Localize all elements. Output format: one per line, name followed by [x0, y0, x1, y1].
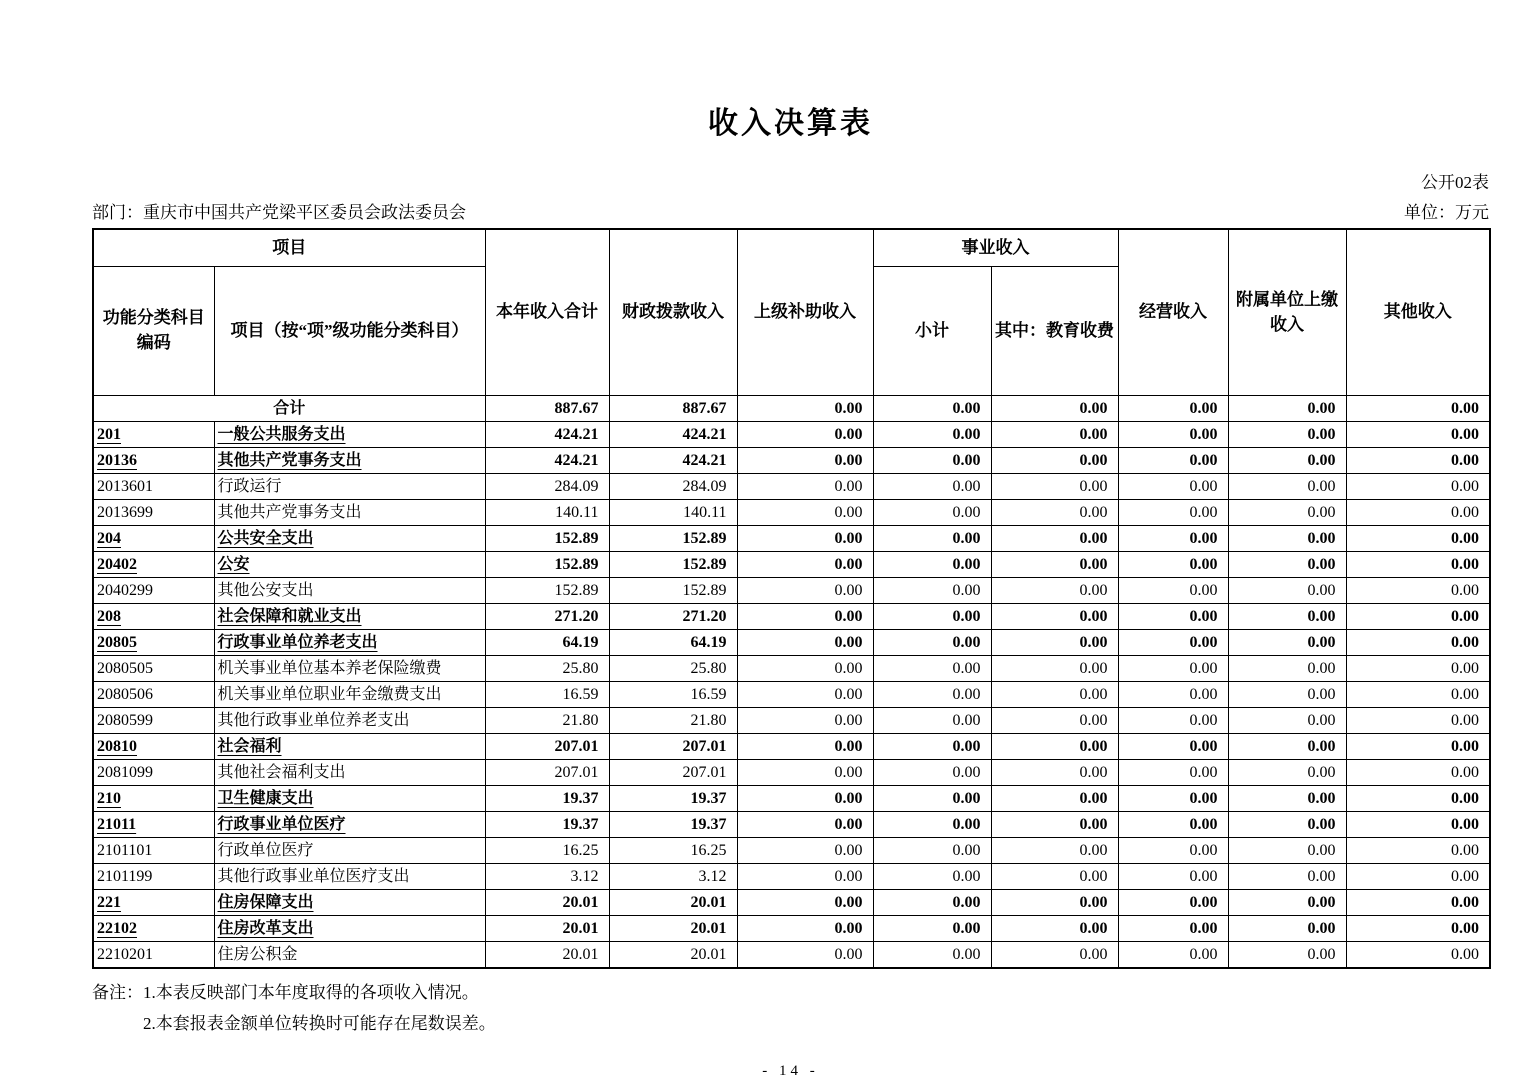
header-other-income: 其他收入: [1346, 229, 1490, 396]
cell-item-name: 行政单位医疗: [214, 838, 485, 864]
table-row: [93, 864, 1490, 890]
cell-value: 20.01: [485, 890, 609, 916]
cell-value: 0.00: [873, 890, 991, 916]
cell-value: 0.00: [737, 526, 873, 552]
header-item: 项目（按“项”级功能分类科目）: [214, 267, 485, 396]
cell-value: 0.00: [873, 812, 991, 838]
table-row: [93, 708, 1490, 734]
cell-value: 0.00: [1228, 916, 1346, 942]
cell-item-name: 其他共产党事务支出: [214, 500, 485, 526]
cell-value: 140.11: [485, 500, 609, 526]
cell-function-code: 204: [93, 526, 214, 552]
footnotes: [92, 978, 1489, 1039]
cell-item-name: 卫生健康支出: [214, 786, 485, 812]
cell-value: 0.00: [1118, 786, 1228, 812]
cell-function-code: 2040299: [93, 578, 214, 604]
cell-value: 20.01: [485, 942, 609, 969]
cell-value: 19.37: [485, 812, 609, 838]
cell-value: 0.00: [1228, 578, 1346, 604]
cell-value: 0.00: [873, 630, 991, 656]
cell-value: 0.00: [991, 734, 1118, 760]
cell-function-code: 20136: [93, 448, 214, 474]
meta-row: [92, 198, 1489, 223]
income-accounts-table: [92, 228, 1491, 969]
cell-value: 0.00: [1118, 474, 1228, 500]
cell-value: 0.00: [1346, 864, 1490, 890]
cell-value: 19.37: [609, 812, 737, 838]
cell-value: 152.89: [485, 552, 609, 578]
cell-item-name: 社会福利: [214, 734, 485, 760]
cell-value: 0.00: [991, 864, 1118, 890]
cell-value: 0.00: [873, 838, 991, 864]
cell-value: 0.00: [1228, 864, 1346, 890]
cell-item-name: 其他公安支出: [214, 578, 485, 604]
cell-value: 0.00: [737, 578, 873, 604]
cell-function-code: 208: [93, 604, 214, 630]
cell-value: 0.00: [1346, 760, 1490, 786]
cell-value: 152.89: [609, 526, 737, 552]
cell-value: 0.00: [991, 812, 1118, 838]
table-row: [93, 422, 1490, 448]
cell-value: 0.00: [991, 448, 1118, 474]
cell-item-name: 行政事业单位养老支出: [214, 630, 485, 656]
cell-value: 0.00: [1346, 500, 1490, 526]
cell-value: 0.00: [1118, 552, 1228, 578]
cell-value: 284.09: [485, 474, 609, 500]
cell-value: 0.00: [1228, 656, 1346, 682]
cell-value: 0.00: [873, 526, 991, 552]
cell-value: 0.00: [873, 734, 991, 760]
cell-value: 271.20: [609, 604, 737, 630]
cell-function-code: 2080599: [93, 708, 214, 734]
cell-value: 0.00: [991, 630, 1118, 656]
cell-value: 0.00: [1118, 890, 1228, 916]
cell-item-name: 其他共产党事务支出: [214, 448, 485, 474]
cell-value: 19.37: [485, 786, 609, 812]
cell-function-code: 2013699: [93, 500, 214, 526]
cell-value: 0.00: [873, 396, 991, 422]
cell-function-code: 20805: [93, 630, 214, 656]
cell-function-code: 2101101: [93, 838, 214, 864]
cell-value: 0.00: [1228, 786, 1346, 812]
header-annual-total: 本年收入合计: [485, 229, 609, 396]
cell-value: 0.00: [991, 760, 1118, 786]
cell-value: 0.00: [873, 708, 991, 734]
cell-value: 3.12: [609, 864, 737, 890]
cell-value: 0.00: [1346, 422, 1490, 448]
cell-value: 0.00: [1118, 500, 1228, 526]
cell-function-code: 221: [93, 890, 214, 916]
cell-value: 0.00: [1118, 812, 1228, 838]
cell-value: 0.00: [1228, 942, 1346, 969]
cell-value: 0.00: [737, 734, 873, 760]
table-row: [93, 552, 1490, 578]
table-row: [93, 448, 1490, 474]
cell-value: 0.00: [873, 422, 991, 448]
header-business-income-group: 事业收入: [873, 229, 1118, 267]
cell-value: 0.00: [1346, 838, 1490, 864]
table-row: [93, 734, 1490, 760]
cell-item-name: 其他行政事业单位医疗支出: [214, 864, 485, 890]
cell-value: 0.00: [737, 812, 873, 838]
cell-value: 424.21: [485, 422, 609, 448]
cell-item-name: 其他社会福利支出: [214, 760, 485, 786]
cell-value: 0.00: [1118, 734, 1228, 760]
table-row: [93, 630, 1490, 656]
cell-value: 0.00: [1228, 552, 1346, 578]
cell-function-code: 20402: [93, 552, 214, 578]
cell-item-name: 公安: [214, 552, 485, 578]
cell-function-code: 21011: [93, 812, 214, 838]
cell-value: 0.00: [1346, 682, 1490, 708]
cell-value: 0.00: [1228, 422, 1346, 448]
cell-function-code: 201: [93, 422, 214, 448]
cell-function-code: 2080505: [93, 656, 214, 682]
cell-value: 0.00: [737, 942, 873, 969]
cell-value: 0.00: [1346, 708, 1490, 734]
cell-value: 0.00: [991, 526, 1118, 552]
table-row: [93, 578, 1490, 604]
cell-value: 21.80: [485, 708, 609, 734]
document-page: [92, 0, 1489, 1080]
cell-item-name: 公共安全支出: [214, 526, 485, 552]
cell-value: 0.00: [991, 500, 1118, 526]
header-affiliated-remit: 附属单位上缴收入: [1228, 229, 1346, 396]
cell-function-code: 22102: [93, 916, 214, 942]
cell-value: 16.59: [609, 682, 737, 708]
cell-value: 0.00: [873, 604, 991, 630]
cell-value: 0.00: [991, 838, 1118, 864]
cell-value: 20.01: [609, 890, 737, 916]
cell-item-name: 住房保障支出: [214, 890, 485, 916]
cell-value: 207.01: [609, 734, 737, 760]
cell-item-name: 行政运行: [214, 474, 485, 500]
cell-value: 0.00: [1346, 396, 1490, 422]
cell-value: 0.00: [737, 708, 873, 734]
cell-value: 0.00: [1346, 786, 1490, 812]
cell-value: 0.00: [873, 786, 991, 812]
cell-value: 0.00: [1228, 682, 1346, 708]
cell-function-code: 2080506: [93, 682, 214, 708]
table-row: [93, 942, 1490, 969]
cell-value: 0.00: [1228, 500, 1346, 526]
cell-value: 0.00: [1346, 578, 1490, 604]
cell-value: 0.00: [1228, 760, 1346, 786]
cell-value: 0.00: [991, 578, 1118, 604]
cell-value: 887.67: [485, 396, 609, 422]
cell-value: 0.00: [1118, 630, 1228, 656]
cell-value: 0.00: [1118, 864, 1228, 890]
header-project-group: 项目: [93, 229, 485, 267]
cell-value: 16.25: [485, 838, 609, 864]
cell-value: 0.00: [1346, 630, 1490, 656]
cell-item-name: 一般公共服务支出: [214, 422, 485, 448]
cell-value: 0.00: [1118, 656, 1228, 682]
cell-value: 0.00: [1228, 890, 1346, 916]
cell-value: 284.09: [609, 474, 737, 500]
table-row: [93, 786, 1490, 812]
table-row: [93, 604, 1490, 630]
cell-value: 887.67: [609, 396, 737, 422]
cell-value: 0.00: [1118, 604, 1228, 630]
header-row-top: [93, 229, 1490, 267]
cell-value: 0.00: [1346, 812, 1490, 838]
cell-value: 0.00: [1228, 812, 1346, 838]
cell-value: 0.00: [873, 552, 991, 578]
cell-value: 0.00: [873, 500, 991, 526]
unit-label: 单位：万元: [1404, 203, 1489, 222]
cell-value: 64.19: [609, 630, 737, 656]
cell-value: 0.00: [737, 422, 873, 448]
cell-item-name: 其他行政事业单位养老支出: [214, 708, 485, 734]
cell-value: 0.00: [1228, 708, 1346, 734]
cell-value: 0.00: [873, 916, 991, 942]
cell-value: 0.00: [873, 448, 991, 474]
header-subtotal: 小计: [873, 267, 991, 396]
cell-item-name: 机关事业单位基本养老保险缴费: [214, 656, 485, 682]
header-fiscal-allocation: 财政拨款收入: [609, 229, 737, 396]
cell-value: 0.00: [1228, 838, 1346, 864]
cell-value: 0.00: [1228, 526, 1346, 552]
cell-value: 0.00: [873, 760, 991, 786]
cell-value: 0.00: [1118, 422, 1228, 448]
cell-value: 424.21: [609, 422, 737, 448]
cell-value: 0.00: [1118, 916, 1228, 942]
cell-value: 0.00: [1118, 396, 1228, 422]
table-row: [93, 656, 1490, 682]
cell-value: 0.00: [1228, 474, 1346, 500]
cell-value: 0.00: [1346, 448, 1490, 474]
cell-value: 0.00: [991, 396, 1118, 422]
cell-value: 0.00: [991, 916, 1118, 942]
cell-function-code: 2081099: [93, 760, 214, 786]
cell-value: 0.00: [1346, 890, 1490, 916]
header-operating-income: 经营收入: [1118, 229, 1228, 396]
table-row: [93, 760, 1490, 786]
cell-value: 0.00: [1118, 578, 1228, 604]
cell-value: 0.00: [737, 396, 873, 422]
cell-value: 0.00: [1228, 604, 1346, 630]
doc-code-label: 公开02表: [1421, 173, 1489, 192]
cell-value: 0.00: [737, 916, 873, 942]
cell-value: 207.01: [609, 760, 737, 786]
cell-value: 0.00: [1346, 916, 1490, 942]
department-label: 部门：重庆市中国共产党梁平区委员会政法委员会: [92, 203, 466, 222]
cell-value: 20.01: [609, 942, 737, 969]
cell-value: 0.00: [1118, 448, 1228, 474]
cell-value: 0.00: [737, 682, 873, 708]
cell-value: 0.00: [737, 500, 873, 526]
cell-value: 0.00: [737, 604, 873, 630]
cell-value: 271.20: [485, 604, 609, 630]
table-row: [93, 500, 1490, 526]
cell-item-name: 住房改革支出: [214, 916, 485, 942]
cell-value: 0.00: [737, 864, 873, 890]
table-row: [93, 812, 1490, 838]
table-row: [93, 396, 1490, 422]
cell-value: 0.00: [991, 474, 1118, 500]
cell-value: 20.01: [609, 916, 737, 942]
cell-value: 0.00: [991, 422, 1118, 448]
table-row: [93, 682, 1490, 708]
cell-value: 20.01: [485, 916, 609, 942]
cell-value: 207.01: [485, 734, 609, 760]
table-row: [93, 526, 1490, 552]
cell-item-name: 机关事业单位职业年金缴费支出: [214, 682, 485, 708]
cell-value: 0.00: [873, 864, 991, 890]
cell-value: 152.89: [485, 526, 609, 552]
cell-function-code: 2013601: [93, 474, 214, 500]
cell-value: 0.00: [873, 942, 991, 969]
cell-value: 0.00: [737, 630, 873, 656]
cell-item-name: 合计: [93, 396, 485, 422]
cell-value: 0.00: [991, 682, 1118, 708]
cell-value: 0.00: [1118, 526, 1228, 552]
cell-value: 0.00: [737, 760, 873, 786]
cell-value: 0.00: [1118, 838, 1228, 864]
page-number: - 14 -: [762, 1063, 819, 1080]
cell-value: 0.00: [1346, 604, 1490, 630]
cell-value: 0.00: [737, 786, 873, 812]
page-title: 收入决算表: [708, 107, 873, 140]
cell-item-name: 社会保障和就业支出: [214, 604, 485, 630]
cell-value: 0.00: [737, 474, 873, 500]
table-row: [93, 916, 1490, 942]
cell-value: 0.00: [991, 656, 1118, 682]
cell-value: 0.00: [737, 838, 873, 864]
cell-value: 152.89: [609, 552, 737, 578]
cell-value: 25.80: [485, 656, 609, 682]
cell-function-code: 210: [93, 786, 214, 812]
cell-value: 0.00: [1346, 474, 1490, 500]
cell-value: 3.12: [485, 864, 609, 890]
cell-value: 0.00: [991, 890, 1118, 916]
cell-value: 0.00: [1228, 396, 1346, 422]
table-row: [93, 474, 1490, 500]
cell-value: 0.00: [1228, 734, 1346, 760]
cell-value: 152.89: [485, 578, 609, 604]
cell-value: 0.00: [1118, 760, 1228, 786]
cell-value: 0.00: [737, 552, 873, 578]
cell-value: 0.00: [991, 552, 1118, 578]
footnote-1: 备注：1.本表反映部门本年度取得的各项收入情况。: [92, 983, 479, 1002]
cell-value: 152.89: [609, 578, 737, 604]
cell-value: 0.00: [1346, 526, 1490, 552]
cell-value: 424.21: [609, 448, 737, 474]
cell-item-name: 住房公积金: [214, 942, 485, 969]
cell-value: 0.00: [873, 578, 991, 604]
cell-value: 0.00: [1346, 734, 1490, 760]
cell-value: 0.00: [1346, 656, 1490, 682]
cell-value: 0.00: [991, 942, 1118, 969]
cell-value: 140.11: [609, 500, 737, 526]
header-function-code: 功能分类科目编码: [93, 267, 214, 396]
cell-value: 0.00: [991, 786, 1118, 812]
cell-item-name: 行政事业单位医疗: [214, 812, 485, 838]
cell-value: 0.00: [873, 682, 991, 708]
cell-value: 19.37: [609, 786, 737, 812]
cell-value: 0.00: [737, 890, 873, 916]
cell-value: 16.59: [485, 682, 609, 708]
cell-value: 0.00: [873, 474, 991, 500]
cell-value: 0.00: [1228, 630, 1346, 656]
cell-value: 0.00: [1118, 942, 1228, 969]
cell-value: 207.01: [485, 760, 609, 786]
cell-function-code: 2101199: [93, 864, 214, 890]
cell-value: 0.00: [873, 656, 991, 682]
footnote-2: 2.本套报表金额单位转换时可能存在尾数误差。: [143, 1013, 496, 1033]
cell-value: 0.00: [991, 604, 1118, 630]
cell-value: 0.00: [1346, 552, 1490, 578]
cell-value: 0.00: [737, 656, 873, 682]
cell-function-code: 2210201: [93, 942, 214, 969]
table-row: [93, 838, 1490, 864]
cell-value: 0.00: [1228, 448, 1346, 474]
cell-value: 424.21: [485, 448, 609, 474]
header-superior-subsidy: 上级补助收入: [737, 229, 873, 396]
cell-value: 0.00: [1118, 708, 1228, 734]
cell-value: 21.80: [609, 708, 737, 734]
header-education-fee: 其中：教育收费: [991, 267, 1118, 396]
table-row: [93, 890, 1490, 916]
cell-value: 0.00: [1346, 942, 1490, 969]
cell-value: 0.00: [737, 448, 873, 474]
cell-value: 25.80: [609, 656, 737, 682]
cell-value: 0.00: [1118, 682, 1228, 708]
cell-value: 64.19: [485, 630, 609, 656]
cell-value: 0.00: [991, 708, 1118, 734]
cell-value: 16.25: [609, 838, 737, 864]
cell-function-code: 20810: [93, 734, 214, 760]
